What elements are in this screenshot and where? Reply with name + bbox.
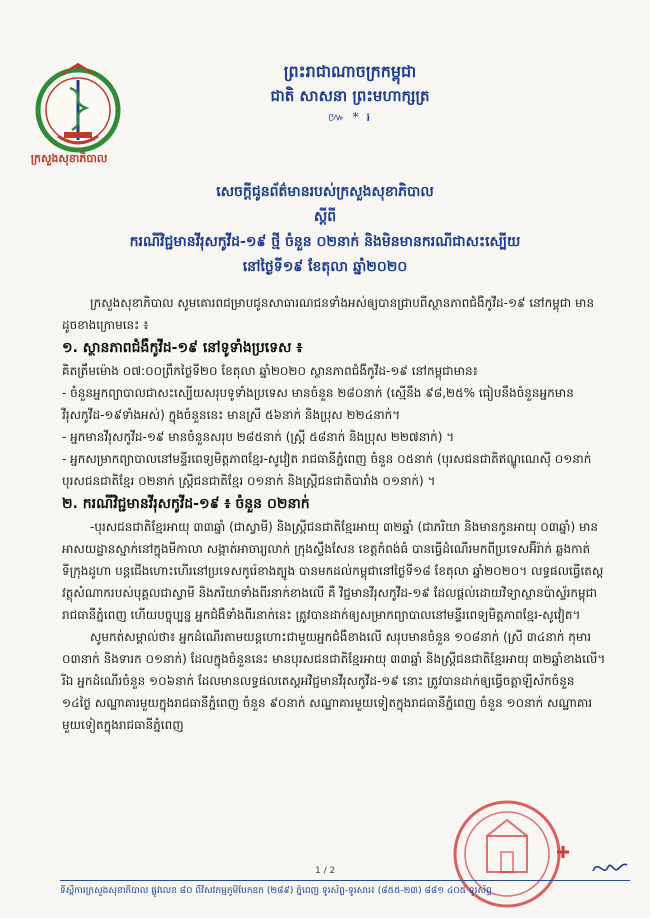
section-1-lead: គិតត្រឹមម៉ោង ០៧:០០ព្រឹកថ្ងៃទី២០ ខែតុលា ឆ្នាំ២០២០ ស្ថានភាពជំងឺកូវីដ-១៩ នៅកម្ពុជាមាន៖ (62, 364, 478, 378)
document-heading (40, 180, 610, 280)
ministry-label: ក្រសួងសុខាភិបាល (30, 152, 108, 165)
document-body (62, 292, 607, 736)
heading-date: នៅថ្ងៃទី១៩ ខែតុលា ឆ្នាំ២០២០ (242, 259, 408, 275)
motto-ornament: ៚ * ៛ (327, 110, 373, 124)
section-2-case-details: -បុរសជនជាតិខ្មែរអាយុ ៣៣ឆ្នាំ (ជាស្វាមី) និងស្ត្រីជនជាតិខ្មែរអាយុ ៣២ឆ្នាំ (ជាភរិយា និងមានកូនអាយុ ០៣ឆ្នាំ) មានអាសយដ្ឋានស្នាក់នៅក្នុងមីកាលា សង្កាត់អាចារ្យលាក់ ក្រុងស្ទឹងសែន ខេត្តកំពង់ធំ បានធ្វើដំណើរមកពីប្រទេសអ៊ីរ៉ាក់ ឆ្លងកាត់ទីក្រុងដូហា បន្តជើងហោះហើរនៅប្រទេសកូរ៉េខាងត្បូង បានមកដល់កម្ពុជានៅថ្ងៃទី១៨ ខែតុលា ឆ្នាំ២០២០។ លទ្ធផលធ្វើតេស្តវត្ថុសំណាករបស់បុគ្គលជាស្វាមី និងភរិយាទាំងពីរនាក់ខាងលើ គឺ វិជ្ជមានវីរុសកូវីដ-១៩ ដែលផ្តល់ដោយវិទ្យាស្ថានប៉ាស្ទ័រកម្ពុជា រាជធានីភ្នំពេញ ហើយបច្ចុប្បន្ន អ្នកជំងឺទាំងពីរនាក់នេះ ត្រូវបានដាក់ឲ្យសម្រាកព្យាបាលនៅមន្ទីរពេទ្យមិត្តភាពខ្មែរ-សូវៀត។ (62, 520, 604, 622)
footer-address: ទីស្តីការក្រសួងសុខាភិបាល ផ្លូវលេខ ៨០ ពីវិសវកម្មភូមិបែកឧក (២៨៩) ភ្នំពេញ ទូរស័ព្ទ-ទូរសារ៖ (៨៥៥-២៣) ៨៨១ ៤០៥ ទូរស័ព្ទ (60, 886, 492, 896)
footer-divider (60, 880, 630, 881)
section-2-note: សូមកត់សម្គាល់ថា៖ អ្នកដំណើរតាមយន្តហោះជាមួយអ្នកជំងឺខាងលើ សរុបមានចំនួន ១០៨នាក់ (ស្រី ៣៤នាក់ កុមារ ០៣នាក់ និងទារក ០១នាក់) ដែលក្នុងចំនួននេះ មានបុរសជនជាតិខ្មែរអាយុ ៣៣ឆ្នាំ និងស្ត្រីជនជាតិខ្មែរអាយុ ៣២ឆ្នាំខាងលើ។ រីឯ អ្នកដំណើរចំនួន ១០៦នាក់ ដែលមានលទ្ធផលតេស្តអវិជ្ជមានវីរុសកូវីដ-១៩ នោះ ត្រូវបានដាក់ឲ្យធ្វើចត្តាឡីស័កចំនួន ១៤ថ្ងៃ សណ្ឋាគារមួយក្នុងរាជធានីភ្នំពេញ ចំនួន ៩០នាក់ សណ្ឋាគារមួយទៀតក្នុងរាជធានីភ្នំពេញ ចំនួន ១០នាក់ សណ្ឋាគារមួយទៀតក្នុងរាជធានីភ្នំពេញ (62, 630, 606, 732)
section-1-bullet-recovered: - ចំនួនអ្នកព្យាបាលជាសះស្បើយសរុបទូទាំងប្រទេស មានចំនួន ២៨០នាក់ (ស្មើនឹង ៩៨,២៥% ធៀបនឹងចំនួនអ្នកមានវីរុសកូវីដ-១៩ទាំងអស់) ក្នុងចំនួននេះ មានស្រី ៥៦នាក់ និងប្រុស ២២៤នាក់។ (62, 386, 574, 422)
motto-nation-religion-king: ជាតិ សាសនា ព្រះមហាក្សត្រ (270, 87, 430, 105)
intro-paragraph: ក្រសួងសុខាភិបាល សូមគោរពជម្រាបជូនសាធារណជនទាំងអស់ឲ្យបានជ្រាបពីស្ថានភាពជំងឺកូវីដ-១៩ នៅកម្ពុជា មានដូចខាងក្រោមនេះ ៖ (62, 296, 595, 332)
motto-kingdom: ព្រះរាជាណាចក្រកម្ពុជា (283, 62, 417, 81)
page-number: 1 / 2 (315, 866, 336, 876)
heading-line-1: សេចក្តីជូនព័ត៌មានរបស់ក្រសួងសុខាភិបាល (216, 184, 434, 200)
section-1-title: ១. ស្ថានភាពជំងឺកូវីដ-១៩ នៅទូទាំងប្រទេស ៖ (62, 340, 303, 356)
section-1-bullet-total-cases: - អ្នកមានវីរុសកូវីដ-១៩ មានចំនួនសរុប ២៨៥នាក់ (ស្ត្រី ៥៨នាក់ និងប្រុស ២២៧នាក់) ។ (62, 430, 455, 444)
signature-icon (590, 855, 630, 880)
kingdom-motto (200, 60, 500, 126)
section-1-bullet-hospitalized: - អ្នកសម្រាកព្យាបាលនៅមន្ទីរពេទ្យមិត្តភាពខ្មែរ-សូវៀត រាជធានីភ្នំពេញ ចំនួន ០៥នាក់ (បុរសជនជាតិឥណ្ឌូណេស៊ី ០១នាក់ បុរសជនជាតិខ្មែរ ០២នាក់ ស្ត្រីជនជាតិខ្មែរ ០១នាក់ និងស្ត្រីជនជាតិបារាំង ០១នាក់) ។ (62, 452, 592, 488)
section-2-title: ២. ករណីវិជ្ជមានវីរុសកូវីដ-១៩ ៖ ចំនួន ០២នាក់ (62, 496, 310, 512)
heading-line-2: ស្តីពី (313, 209, 337, 225)
heading-line-3: ករណីវិជ្ជមានវីរុសកូវីដ-១៩ ថ្មី ចំនួន ០២នាក់ និងមិនមានករណីជាសះស្បើយ (129, 234, 521, 250)
